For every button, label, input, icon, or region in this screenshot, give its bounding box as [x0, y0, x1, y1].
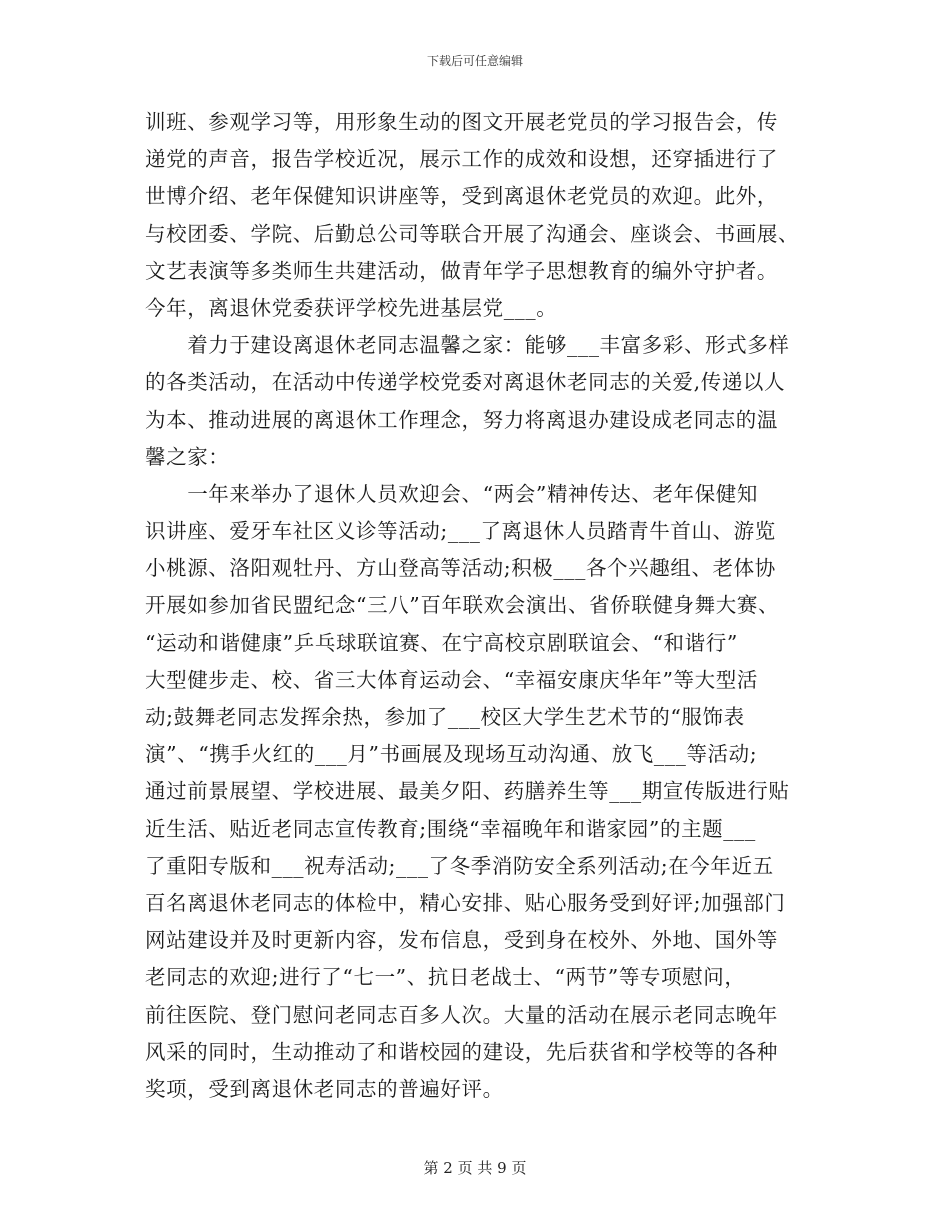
text-line: 识讲座、爱牙车社区义诊等活动;___了离退休人员踏青牛首山、游览 — [145, 519, 776, 544]
text-line: 馨之家： — [145, 444, 230, 469]
page-number: 第 2 页 共 9 页 — [423, 1159, 527, 1177]
text-line: 递党的声音，报告学校近况，展示工作的成效和设想，还穿插进行了 — [145, 147, 778, 172]
text-line: 为本、推动进展的离退休工作理念，努力将离退办建设成老同志的温 — [145, 407, 778, 432]
text-line: 动;鼓舞老同志发挥余热，参加了___校区大学生艺术节的“服饰表 — [145, 705, 745, 729]
text-line: 前往医院、登门慰问老同志百多人次。大量的活动在展示老同志晚年 — [145, 1002, 778, 1027]
text-line: 近生活、贴近老同志宣传教育;围绕“幸福晚年和谐家园”的主题___ — [145, 816, 756, 841]
text-line: 老同志的欢迎;进行了“七一”、抗日老战士、“两节”等专项慰问， — [145, 965, 746, 990]
text-line: “运动和谐健康”乒乓球联谊赛、在宁高校京剧联谊会、“和谐行” — [145, 630, 738, 655]
text-line: 今年，离退休党委获评学校先进基层党___。 — [145, 295, 558, 320]
text-line: 风采的同时，生动推动了和谐校园的建设，先后获省和学校等的各种 — [145, 1039, 778, 1064]
text-line: 文艺表演等多类师生共建活动，做青年学子思想教育的编外守护者。 — [145, 258, 778, 283]
text-line: 的各类活动，在活动中传递学校党委对离退休老同志的关爱,传递以人 — [145, 370, 786, 395]
text-line: 奖项，受到离退休老同志的普遍好评。 — [145, 1076, 504, 1101]
text-line: 世博介绍、老年保健知识讲座等，受到离退休老党员的欢迎。此外， — [145, 184, 778, 209]
text-line: 训班、参观学习等，用形象生动的图文开展老党员的学习报告会，传 — [145, 110, 778, 134]
text-line: 一年来举办了退休人员欢迎会、“两会”精神传达、老年保健知 — [145, 481, 758, 506]
text-line: 百名离退休老同志的体检中，精心安排、贴心服务受到好评;加强部门 — [145, 890, 786, 915]
text-line: 了重阳专版和___祝寿活动;___了冬季消防安全系列活动;在今年近五 — [145, 853, 774, 878]
text-line: 演”、“携手火红的___月”书画展及现场互动沟通、放飞___等活动; — [145, 742, 758, 767]
text-line: 与校团委、学院、后勤总公司等联合开展了沟通会、座谈会、书画展、 — [145, 221, 800, 246]
text-line: 网站建设并及时更新内容，发布信息，受到身在校外、外地、国外等 — [145, 928, 778, 953]
text-line: 大型健步走、校、省三大体育运动会、“幸福安康庆华年”等大型活 — [145, 667, 758, 692]
document-body — [145, 104, 810, 1108]
text-line: 通过前景展望、学校进展、最美夕阳、药膳养生等___期宣传版进行贴 — [145, 779, 790, 804]
text-line: 着力于建设离退休老同志温馨之家：能够___丰富多彩、形式多样 — [145, 333, 790, 358]
text-line: 开展如参加省民盟纪念“三八”百年联欢会演出、省侨联健身舞大赛、 — [145, 593, 780, 618]
text-line: 小桃源、洛阳观牡丹、方山登高等活动;积极___各个兴趣组、老体协 — [145, 556, 776, 581]
page-header: 下载后可任意编辑 — [426, 54, 523, 68]
